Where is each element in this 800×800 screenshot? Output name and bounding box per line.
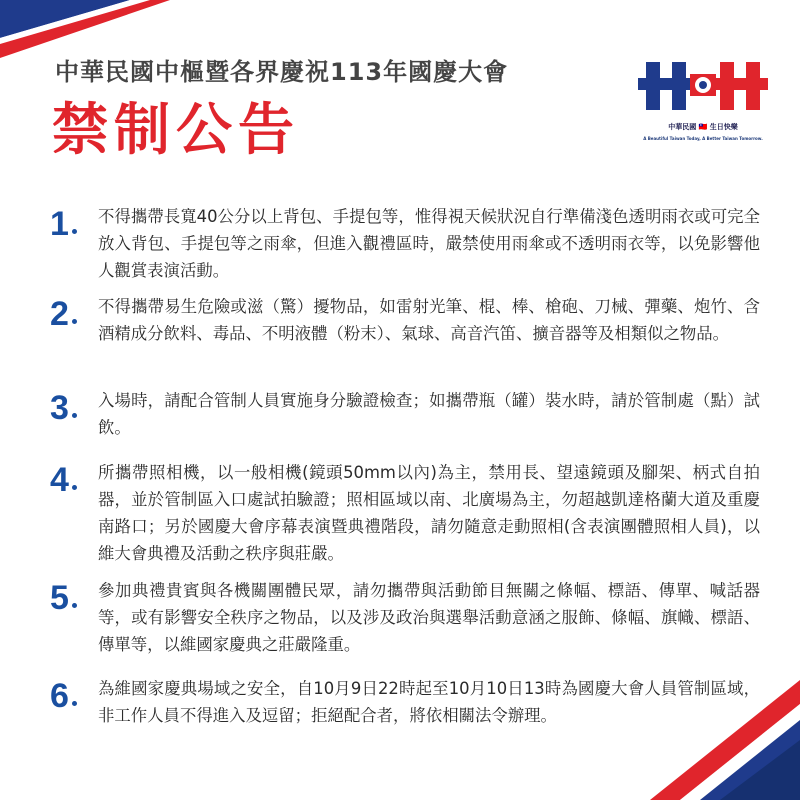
rule-text: 參加典禮貴賓與各機關團體民眾，請勿攜帶與活動節目無關之條幅、標語、傳單、喊話器等，或有影響安全秩序之物品，以及涉及政治與選舉活動意涵之服飾、條幅、旗幟、標語、傳單等，以維國家慶典之莊嚴隆重。 xyxy=(98,581,760,654)
rule-text: 不得攜帶長寬40公分以上背包、手提包等，惟得視天候狀況自行準備淺色透明雨衣或可完全放入背包、手提包等之雨傘，但進入觀禮區時，嚴禁使用雨傘或不透明雨衣等，以免影響他人觀賞表演活動。 xyxy=(98,207,760,280)
bullet-dot-icon xyxy=(72,603,77,608)
rule-number: 2 xyxy=(50,295,69,333)
logo-caption: 中華民國 🇹🇼 生日快樂 xyxy=(668,123,738,131)
bullet-dot-icon xyxy=(72,701,77,706)
page-title: 禁制公告 xyxy=(52,98,300,163)
rule-text: 入場時，請配合管制人員實施身分驗證檢查；如攜帶瓶（罐）裝水時，請於管制處（點）試飲。 xyxy=(98,391,760,437)
national-day-logo xyxy=(638,52,768,152)
bullet-dot-icon xyxy=(72,413,77,418)
rule-number: 6 xyxy=(50,677,69,715)
rule-number: 4 xyxy=(50,461,69,499)
bullet-dot-icon xyxy=(72,229,77,234)
rule-number: 5 xyxy=(50,579,69,617)
logo-emblem xyxy=(638,52,768,120)
header-subtitle: 中華民國中樞暨各界慶祝113年國慶大會 xyxy=(55,58,509,86)
logo-tagline: A Beautiful Taiwan Today, A Better Taiwan Tomorrow. xyxy=(643,136,763,141)
rule-number: 3 xyxy=(50,389,69,427)
rule-number: 1 xyxy=(50,205,69,243)
rule-text: 不得攜帶易生危險或滋（驚）擾物品，如雷射光筆、棍、棒、槍砲、刀械、彈藥、炮竹、含酒精成分飲料、毒品、不明液體（粉末）、氣球、高音汽笛、擴音器等及相類似之物品。 xyxy=(98,297,760,343)
rule-text: 所攜帶照相機，以一般相機(鏡頭50mm以內)為主，禁用長、望遠鏡頭及腳架、柄式自拍器，並於管制區入口處試拍驗證；照相區域以南、北廣場為主，勿超越凱達格蘭大道及重慶南路口；另於國慶大會序幕表演暨典禮階段，請勿隨意走動照相(含表演團體照相人員)，以維大會典禮及活動之秩序與莊嚴。 xyxy=(98,463,760,563)
bullet-dot-icon xyxy=(72,485,77,490)
rule-text: 為維國家慶典場域之安全，自10月9日22時起至10月10日13時為國慶大會人員管制區域，非工作人員不得進入及逗留；拒絕配合者，將依相關法令辦理。 xyxy=(98,679,760,725)
bullet-dot-icon xyxy=(72,319,77,324)
